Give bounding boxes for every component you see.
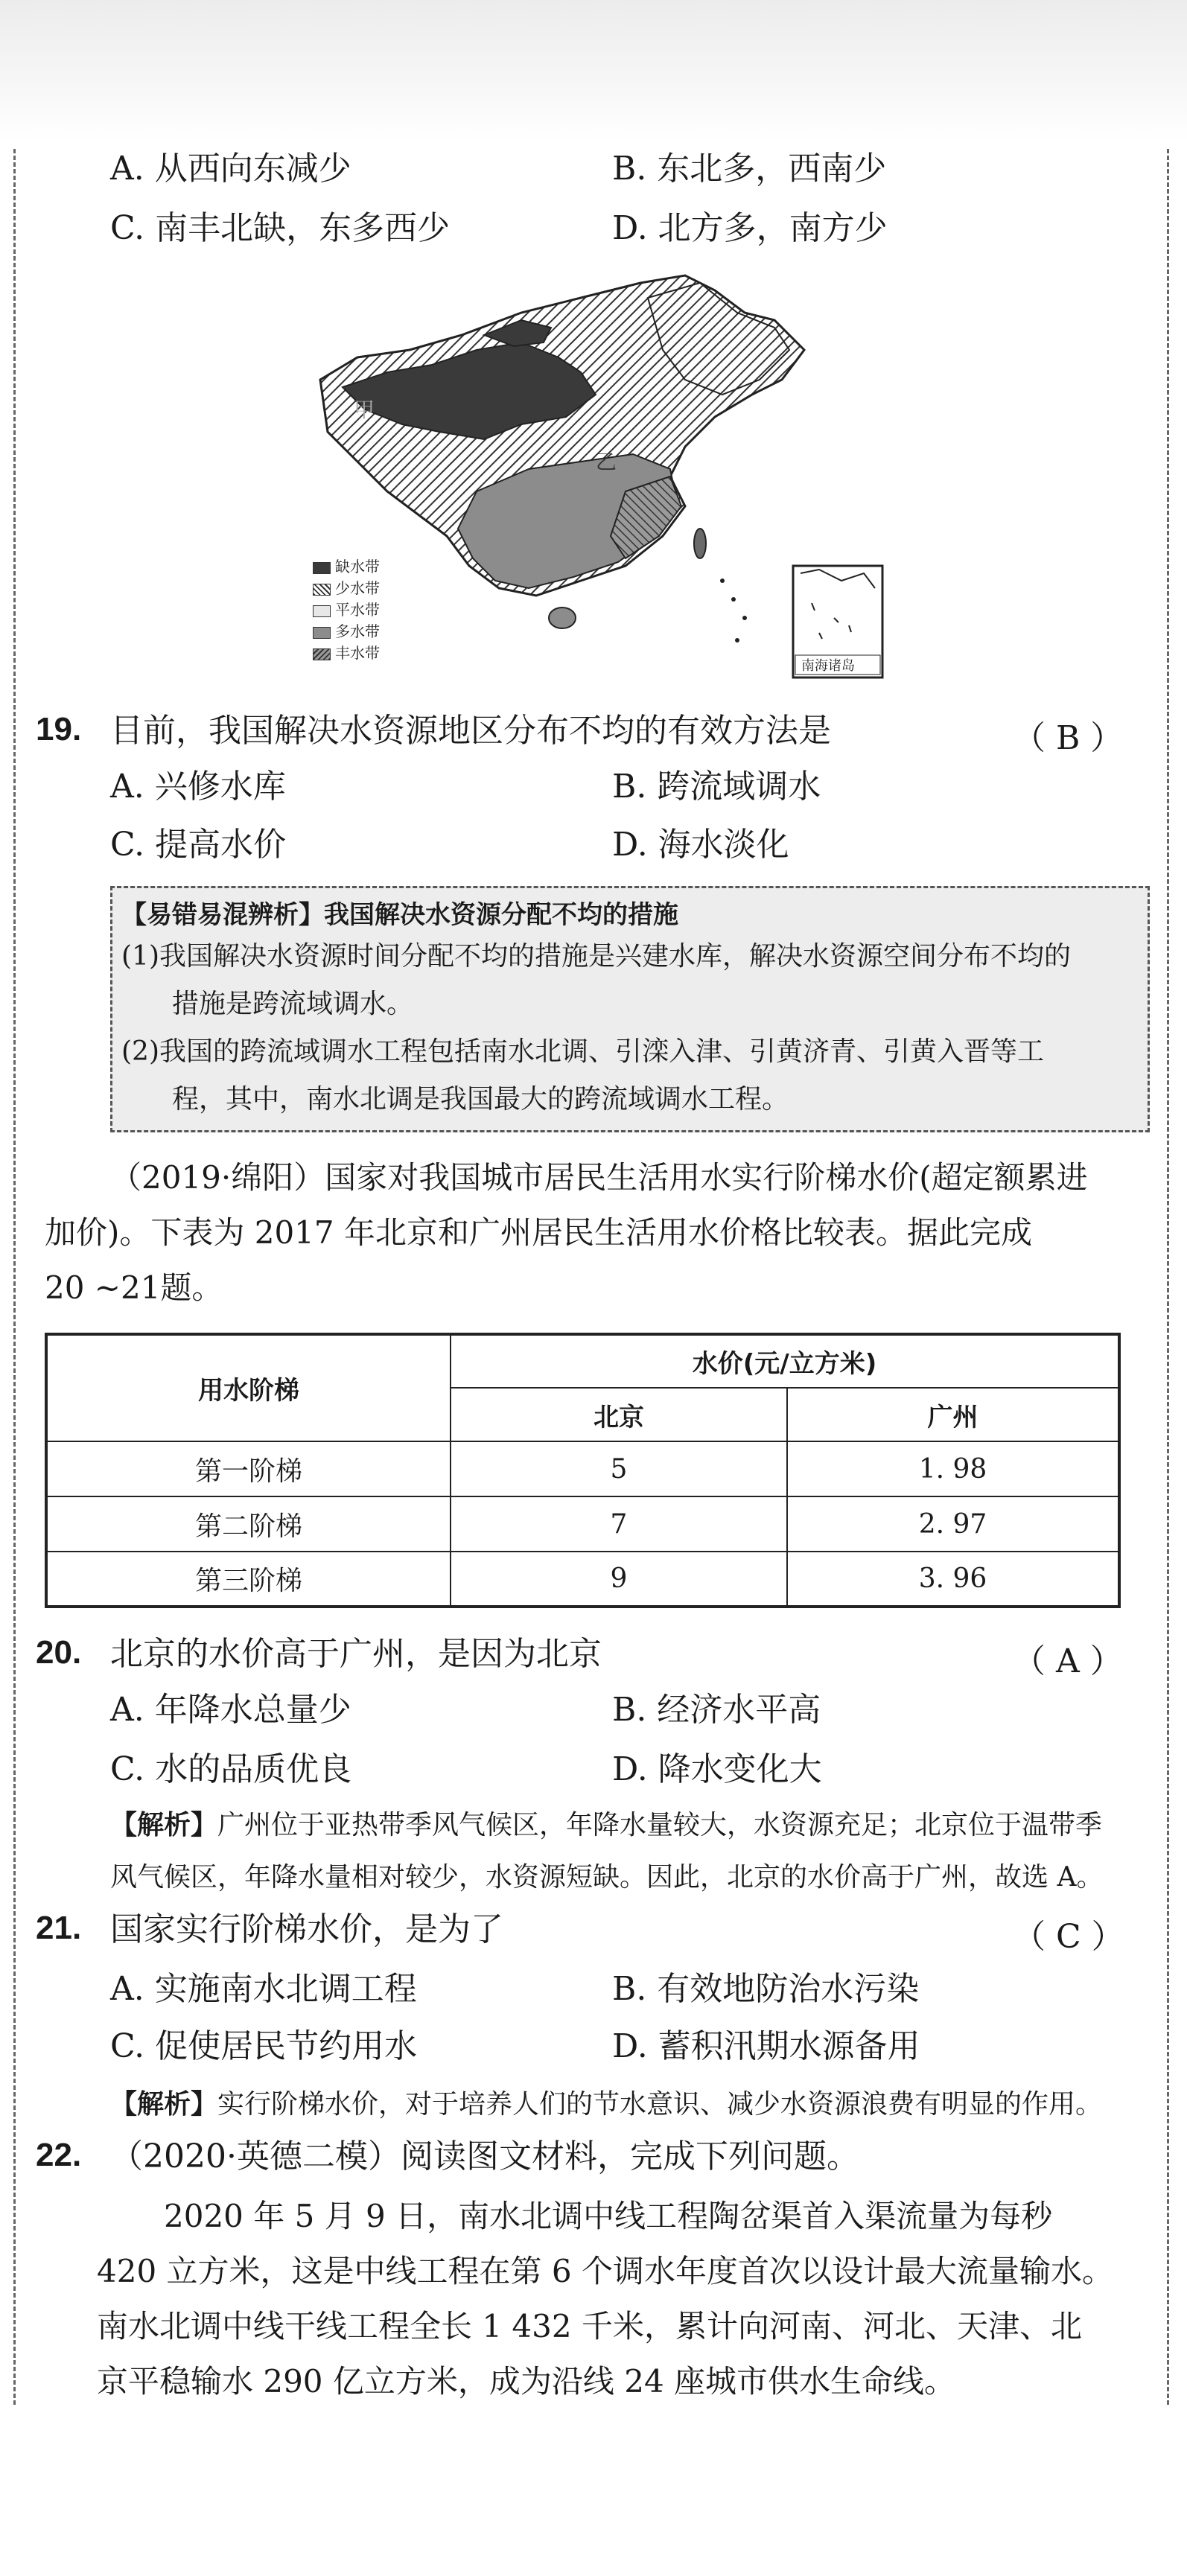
q22-para-line-2: 420 立方米，这是中线工程在第 6 个调水年度首次以设计最大流量输水。 (97, 2253, 1113, 2289)
scan-top-band (0, 0, 1187, 141)
q18-option-a[interactable]: A. 从西向东减少 (110, 150, 351, 188)
table-row (46, 1441, 1119, 1496)
map-hainan (549, 608, 576, 628)
legend-item-rich: 丰水带 (313, 641, 380, 663)
q19-option-b[interactable]: B. 跨流域调水 (612, 768, 821, 806)
q18-option-d[interactable]: D. 北方多，南方少 (612, 209, 888, 247)
q20-analysis-line-1 (110, 1802, 1102, 1849)
q19-option-d[interactable]: D. 海水淡化 (612, 826, 789, 864)
table-cell-guangzhou: 2. 97 (787, 1496, 1119, 1552)
right-margin-line (1167, 149, 1169, 2405)
note-line-3: (2)我国的跨流域调水工程包括南水北调、引滦入津、引黄济青、引黄入晋等工 (121, 1036, 1044, 1067)
q20-analysis-line-2: 风气候区，年降水量相对较少，水资源短缺。因此，北京的水价高于广州，故选 A。 (110, 1862, 1104, 1893)
q20-analysis-text-1: 广州位于亚热带季风气候区，年降水量较大，水资源充足；北京位于温带季 (217, 1810, 1103, 1840)
table-cell-beijing: 7 (451, 1496, 787, 1552)
map-graphic (298, 268, 894, 685)
q19-question: 目前，我国解决水资源地区分布不均的有效方法是 (110, 712, 831, 750)
table-header-guangzhou: 广州 (787, 1388, 1119, 1441)
left-margin-line (13, 149, 16, 2405)
q20-option-c[interactable]: C. 水的品质优良 (110, 1750, 352, 1788)
map-legend (313, 555, 380, 663)
note-line-1: (1)我国解决水资源时间分配不均的措施是兴建水库，解决水资源空间分布不均的 (121, 941, 1071, 972)
q20-option-a[interactable]: A. 年降水总量少 (110, 1691, 351, 1729)
q18-option-c[interactable]: C. 南丰北缺，东多西少 (110, 209, 451, 247)
q22-para-line-4: 京平稳输水 290 亿立方米，成为沿线 24 座城市供水生命线。 (97, 2363, 956, 2400)
q20-question: 北京的水价高于广州，是因为北京 (110, 1635, 602, 1673)
q21-question: 国家实行阶梯水价，是为了 (110, 1910, 503, 1948)
intro-line-2: 加价)。下表为 2017 年北京和广州居民生活用水价格比较表。据此完成 (45, 1214, 1032, 1251)
q21-option-b[interactable]: B. 有效地防治水污染 (612, 1970, 920, 2008)
q22-para-line-1: 2020 年 5 月 9 日，南水北调中线工程陶岔渠首入渠流量为每秒 (164, 2198, 1053, 2234)
q21-option-d[interactable]: D. 蓄积汛期水源备用 (612, 2027, 920, 2065)
map-label-yi: 乙 (596, 450, 617, 474)
q21-option-c[interactable]: C. 促使居民节约用水 (110, 2027, 418, 2065)
note-line-4: 程，其中，南水北调是我国最大的跨流域调水工程。 (172, 1084, 789, 1115)
q19-answer: （ B ） (1013, 719, 1124, 757)
map-label-jia: 甲 (354, 398, 375, 422)
map-inset-label: 南海诸岛 (801, 658, 855, 674)
table-row (46, 1552, 1119, 1607)
q20-option-d[interactable]: D. 降水变化大 (612, 1750, 822, 1788)
q20-answer: （ A ） (1013, 1642, 1123, 1680)
error-analysis-box (110, 886, 1150, 1132)
table-cell-guangzhou: 3. 96 (787, 1552, 1119, 1607)
q20-number: 20. (36, 1634, 82, 1671)
table-cell-beijing: 5 (451, 1441, 787, 1496)
q19-option-c[interactable]: C. 提高水价 (110, 826, 287, 864)
table-row (46, 1496, 1119, 1552)
water-price-table (45, 1333, 1121, 1608)
q20-option-b[interactable]: B. 经济水平高 (612, 1691, 821, 1729)
table-cell-tier: 第一阶梯 (46, 1441, 451, 1496)
table-cell-guangzhou: 1. 98 (787, 1441, 1119, 1496)
note-line-2: 措施是跨流域调水。 (172, 989, 414, 1019)
q22-number: 22. (36, 2137, 82, 2173)
table-header-tier: 用水阶梯 (46, 1334, 451, 1441)
q19-option-a[interactable]: A. 兴修水库 (110, 768, 286, 806)
table-header-price: 水价(元/立方米) (451, 1334, 1119, 1388)
china-water-map (298, 268, 894, 685)
q22-para-line-3: 南水北调中线干线工程全长 1 432 千米，累计向河南、河北、天津、北 (97, 2308, 1082, 2344)
table-cell-tier: 第二阶梯 (46, 1496, 451, 1552)
q22-question: （2020·英德二模）阅读图文材料，完成下列问题。 (110, 2137, 859, 2175)
q18-option-b[interactable]: B. 东北多，西南少 (612, 150, 887, 188)
q20-analysis-tag: 【解析】 (110, 1810, 218, 1840)
q21-option-a[interactable]: A. 实施南水北调工程 (110, 1970, 417, 2008)
table-cell-beijing: 9 (451, 1552, 787, 1607)
q21-answer: （ C ） (1013, 1918, 1124, 1956)
q21-analysis-text-1: 实行阶梯水价，对于培养人们的节水意识、减少水资源浪费有明显的作用。 (217, 2089, 1103, 2120)
q19-number: 19. (36, 711, 82, 747)
table-header-beijing: 北京 (451, 1388, 787, 1441)
intro-line-1: （2019·绵阳）国家对我国城市居民生活用水实行阶梯水价(超定额累进 (110, 1159, 1088, 1196)
legend-item-more: 多水带 (313, 619, 380, 641)
legend-item-normal: 平水带 (313, 598, 380, 619)
legend-item-few: 少水带 (313, 576, 380, 598)
table-cell-tier: 第三阶梯 (46, 1552, 451, 1607)
q21-analysis-tag: 【解析】 (110, 2089, 218, 2120)
note-title: 【易错易混辨析】我国解决水资源分配不均的措施 (121, 900, 678, 930)
map-taiwan (694, 529, 706, 558)
q21-analysis-line-1 (110, 2081, 1102, 2129)
legend-item-lack: 缺水带 (313, 555, 380, 576)
q21-number: 21. (36, 1910, 82, 1946)
intro-line-3: 20 ~21题。 (45, 1269, 223, 1306)
